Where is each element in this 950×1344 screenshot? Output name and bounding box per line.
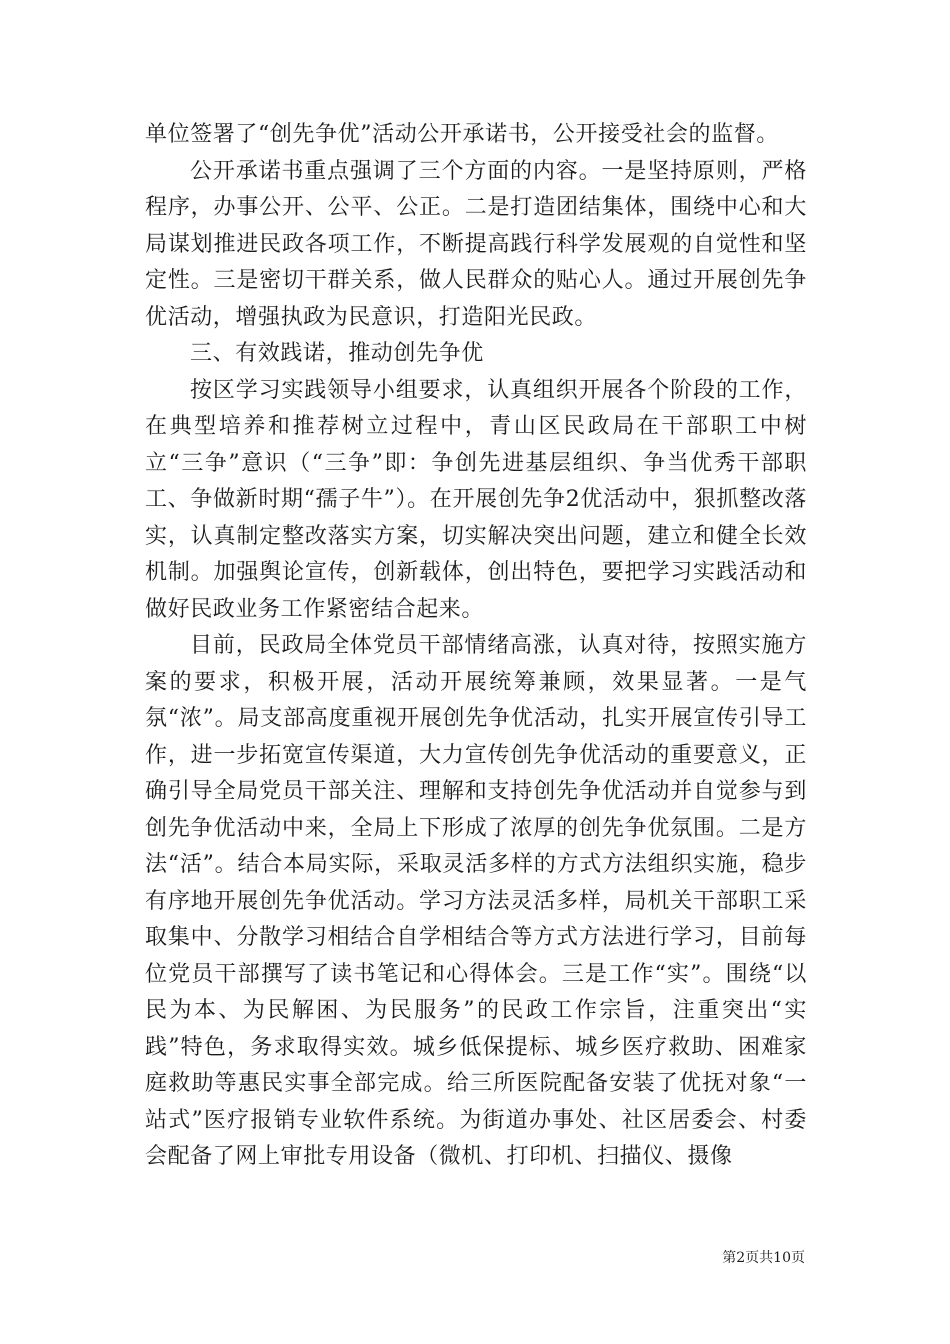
document-body — [145, 117, 807, 1176]
paragraph-4: 目前，民政局全体党员干部情绪高涨，认真对待，按照实施方案的要求，积极开展，活动开展统筹兼顾，效果显著。一是气氛“浓”。局支部高度重视开展创先争优活动，扎实开展宣传引导工作，进一步拓宽宣传渠道，大力宣传创先争优活动的重要意义，正确引导全局党员干部关注、理解和支持创先争优活动并自觉参与到创先争优活动中来，全局上下形成了浓厚的创先争优氛围。二是方法“活”。结合本局实际，采取灵活多样的方式方法组织实施，稳步有序地开展创先争优活动。学习方法灵活多样，局机关干部职工采取集中、分散学习相结合自学相结合等方式方法进行学习，目前每位党员干部撰写了读书笔记和心得体会。三是工作“实”。围绕“以民为本、为民解困、为民服务”的民政工作宗旨，注重突出“实践”特色，务求取得实效。城乡低保提标、城乡医疗救助、困难家庭救助等惠民实事全部完成。给三所医院配备安装了优抚对象“一站式”医疗报销专业软件系统。为街道办事处、社区居委会、村委会配备了网上审批专用设备（微机、打印机、扫描仪、摄像 — [145, 633, 807, 1169]
paragraph-1: 单位签署了“创先争优”活动公开承诺书，公开接受社会的监督。 — [145, 122, 779, 147]
paragraph-3: 按区学习实践领导小组要求，认真组织开展各个阶段的工作，在典型培养和推荐树立过程中，青山区民政局在干部职工中树立“三争”意识（“三争”即：争创先进基层组织、争当优秀干部职工、争做新时期“孺子牛”）。在开展创先争2优活动中，狠抓整改落实，认真制定整改落实方案，切实解决突出问题，建立和健全长效机制。加强舆论宣传，创新载体，创出特色，要把学习实践活动和做好民政业务工作紧密结合起来。 — [145, 377, 807, 622]
paragraph-2: 公开承诺书重点强调了三个方面的内容。一是坚持原则，严格程序，办事公开、公平、公正。二是打造团结集体，围绕中心和大局谋划推进民政各项工作，不断提高践行科学发展观的自觉性和坚定性。三是密切干群关系，做人民群众的贴心人。通过开展创先争优活动，增强执政为民意识，打造阳光民政。 — [145, 158, 807, 330]
page-number: 第2页共10页 — [722, 1250, 805, 1266]
section-heading: 三、有效践诺，推动创先争优 — [190, 341, 484, 366]
